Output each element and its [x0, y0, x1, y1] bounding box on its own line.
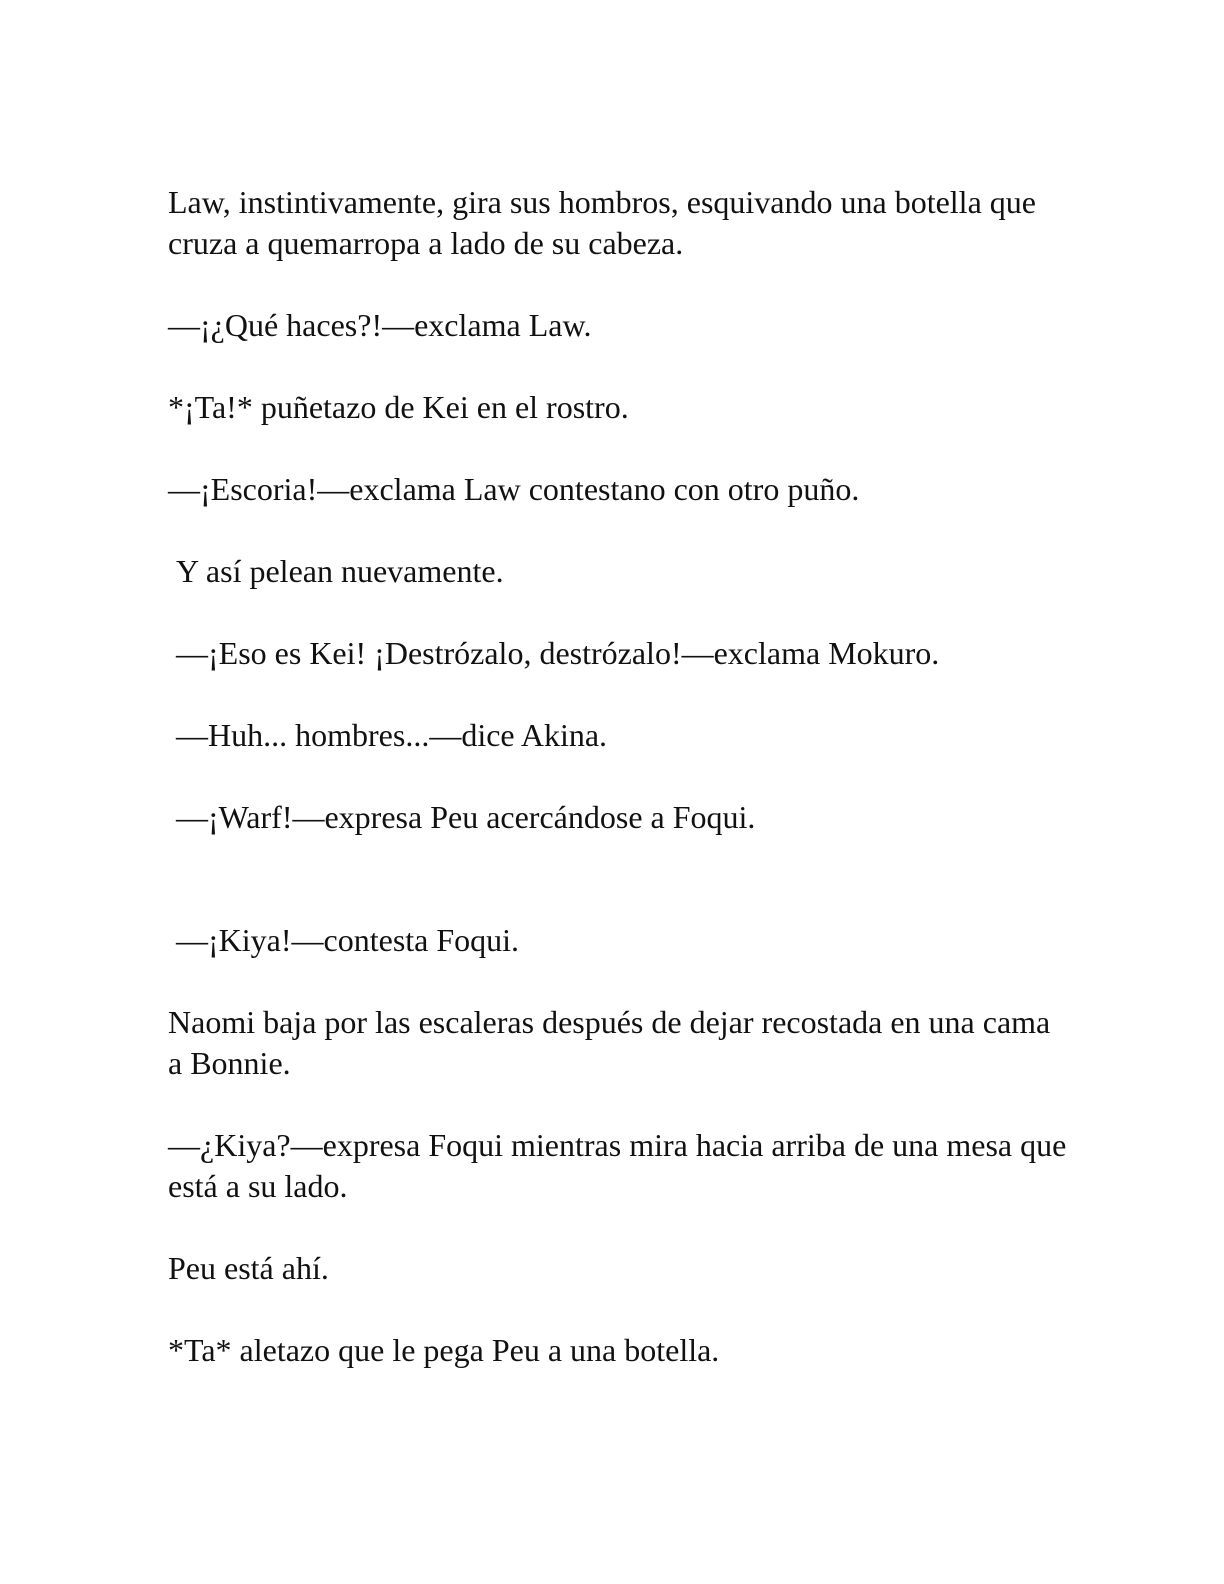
paragraph: —¡Warf!—expresa Peu acercándose a Foqui. [168, 799, 756, 835]
paragraph: —¡Eso es Kei! ¡Destrózalo, destrózalo!—exclama Mokuro. [168, 635, 940, 671]
paragraph: Naomi baja por las escaleras después de dejar recostada en una cama a Bonnie. [168, 1004, 1059, 1081]
paragraph: —¡Escoria!—exclama Law contestano con otro puño. [168, 471, 860, 507]
paragraph: —¿Kiya?—expresa Foqui mientras mira hacia arriba de una mesa que está a su lado. [168, 1127, 1075, 1204]
paragraph: Y así pelean nuevamente. [168, 553, 504, 589]
paragraph: —Huh... hombres...—dice Akina. [168, 717, 608, 753]
paragraph: Law, instintivamente, gira sus hombros, esquivando una botella que cruza a quemarropa a lado de su cabeza. [168, 184, 1044, 261]
paragraph: —¡Kiya!—contesta Foqui. [168, 922, 520, 958]
paragraph: *Ta* aletazo que le pega Peu a una botella. [168, 1332, 720, 1368]
paragraph: Peu está ahí. [168, 1250, 329, 1286]
paragraph: —¡¿Qué haces?!—exclama Law. [168, 307, 592, 343]
paragraph: *¡Ta!* puñetazo de Kei en el rostro. [168, 389, 629, 425]
